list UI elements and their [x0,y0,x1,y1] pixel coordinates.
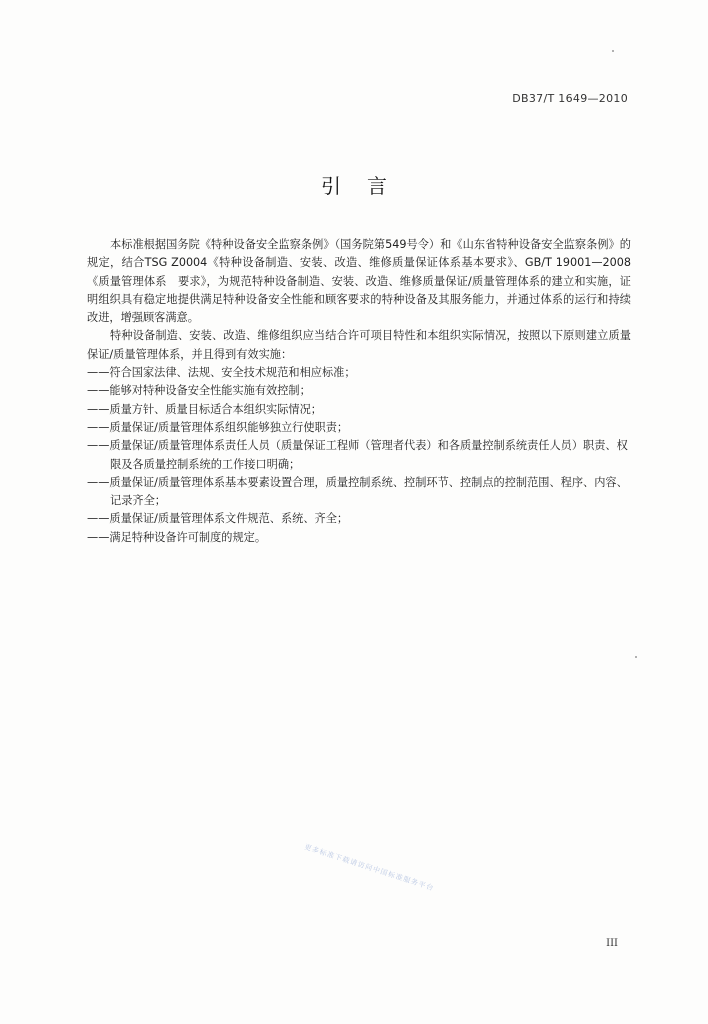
list-item: ——质量保证/质量管理体系组织能够独立行使职责； [87,420,349,434]
watermark: 更多标准下载请访问中国标准服务平台 [303,842,436,893]
section-title: 引言 [321,174,413,198]
document-body [87,236,631,547]
list-item: ——质量方针、质量目标适合本组织实际情况； [87,402,322,416]
principles-list [87,364,631,547]
list-item: ——符合国家法律、法规、安全技术规范和相应标准； [87,366,356,380]
list-item: ——质量保证/质量管理体系文件规范、系统、齐全； [87,512,349,526]
scan-speck [635,656,637,658]
list-item: ——能够对特种设备安全性能实施有效控制； [87,384,311,398]
scan-speck [612,50,614,52]
principles-intro-paragraph: 特种设备制造、安装、改造、维修组织应当结合许可项目特性和本组织实际情况，按照以下原则建立质量保证/质量管理体系，并且得到有效实施： [87,329,631,361]
list-item: ——质量保证/质量管理体系责任人员（质量保证工程师（管理者代表）和各质量控制系统责任人员）职责、权限及各质量控制系统的工作接口明确； [87,439,628,471]
list-item: ——质量保证/质量管理体系基本要素设置合理，质量控制系统、控制环节、控制点的控制范围、程序、内容、记录齐全； [87,475,628,508]
intro-paragraph: 本标准根据国务院《特种设备安全监察条例》（国务院第549号令）和《山东省特种设备安全监察条例》的规定，结合TSG Z0004《特种设备制造、安装、改造、维修质量保证体系基本要求》、GB/T 19001—2008《质量管理体系 要求》，为规范特种设备制造、安装、改造、维修质量保证/质量管理体系的建立和实施，证明组织具有稳定地提供满足特种设备安全性能和顾客要求的特种设备及其服务能力，并通过体系的运行和持续改进，增强顾客满意。 [87,238,631,325]
page-number: III [606,938,618,949]
standard-code: DB37/T 1649—2010 [512,92,628,105]
list-item: ——满足特种设备许可制度的规定。 [87,530,267,544]
